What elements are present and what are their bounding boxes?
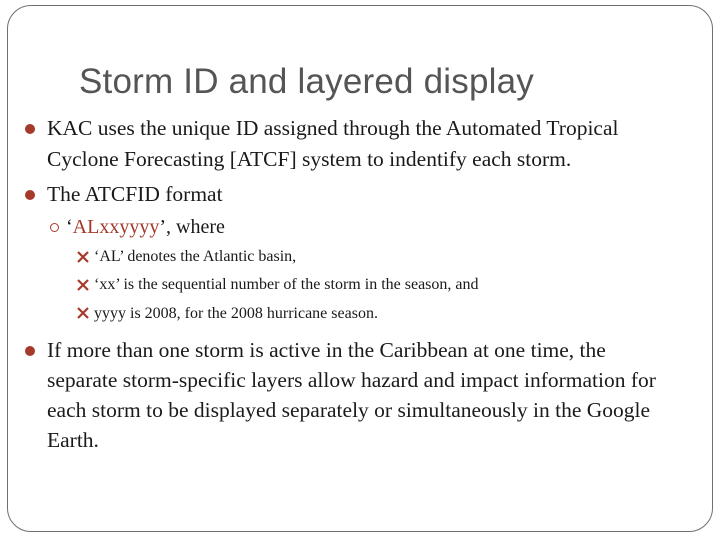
bullet-dot-icon (25, 124, 35, 134)
sub-item-3: yyyy is 2008, for the 2008 hurricane season. (94, 305, 378, 322)
bullet-3-line-2: separate storm-specific layers allow hazard and impact information for (47, 368, 656, 392)
sub-item-2: ‘xx’ is the sequential number of the storm in the season, and (94, 276, 479, 293)
bullet-3-line-3: each storm to be displayed separately or simultaneously in the Google (47, 398, 651, 422)
slide-title: Storm ID and layered display (79, 62, 534, 101)
cross-bullet-icon (77, 307, 89, 319)
bullet-dot-icon (25, 346, 35, 356)
cross-bullet-icon (77, 251, 89, 263)
sub-bullet-ring-icon (50, 223, 59, 232)
atcfid-rest: ’, where (159, 216, 225, 238)
bullet-3-line-1: If more than one storm is active in the Caribbean at one time, the (47, 338, 606, 362)
bullet-3-line-4: Earth. (47, 428, 99, 452)
atcfid-code: ALxxyyyy (72, 216, 160, 238)
quote-open: ‘ (66, 216, 73, 238)
bullet-2-line-1: The ATCFID format (47, 182, 223, 206)
bullet-1-line-2: Cyclone Forecasting [ATCF] system to indentify each storm. (47, 147, 572, 171)
atcfid-format-line (66, 214, 225, 240)
sub-item-1: ‘AL’ denotes the Atlantic basin, (94, 248, 297, 265)
cross-bullet-icon (77, 279, 89, 291)
bullet-1-line-1: KAC uses the unique ID assigned through the Automated Tropical (47, 116, 619, 140)
bullet-dot-icon (25, 190, 35, 200)
